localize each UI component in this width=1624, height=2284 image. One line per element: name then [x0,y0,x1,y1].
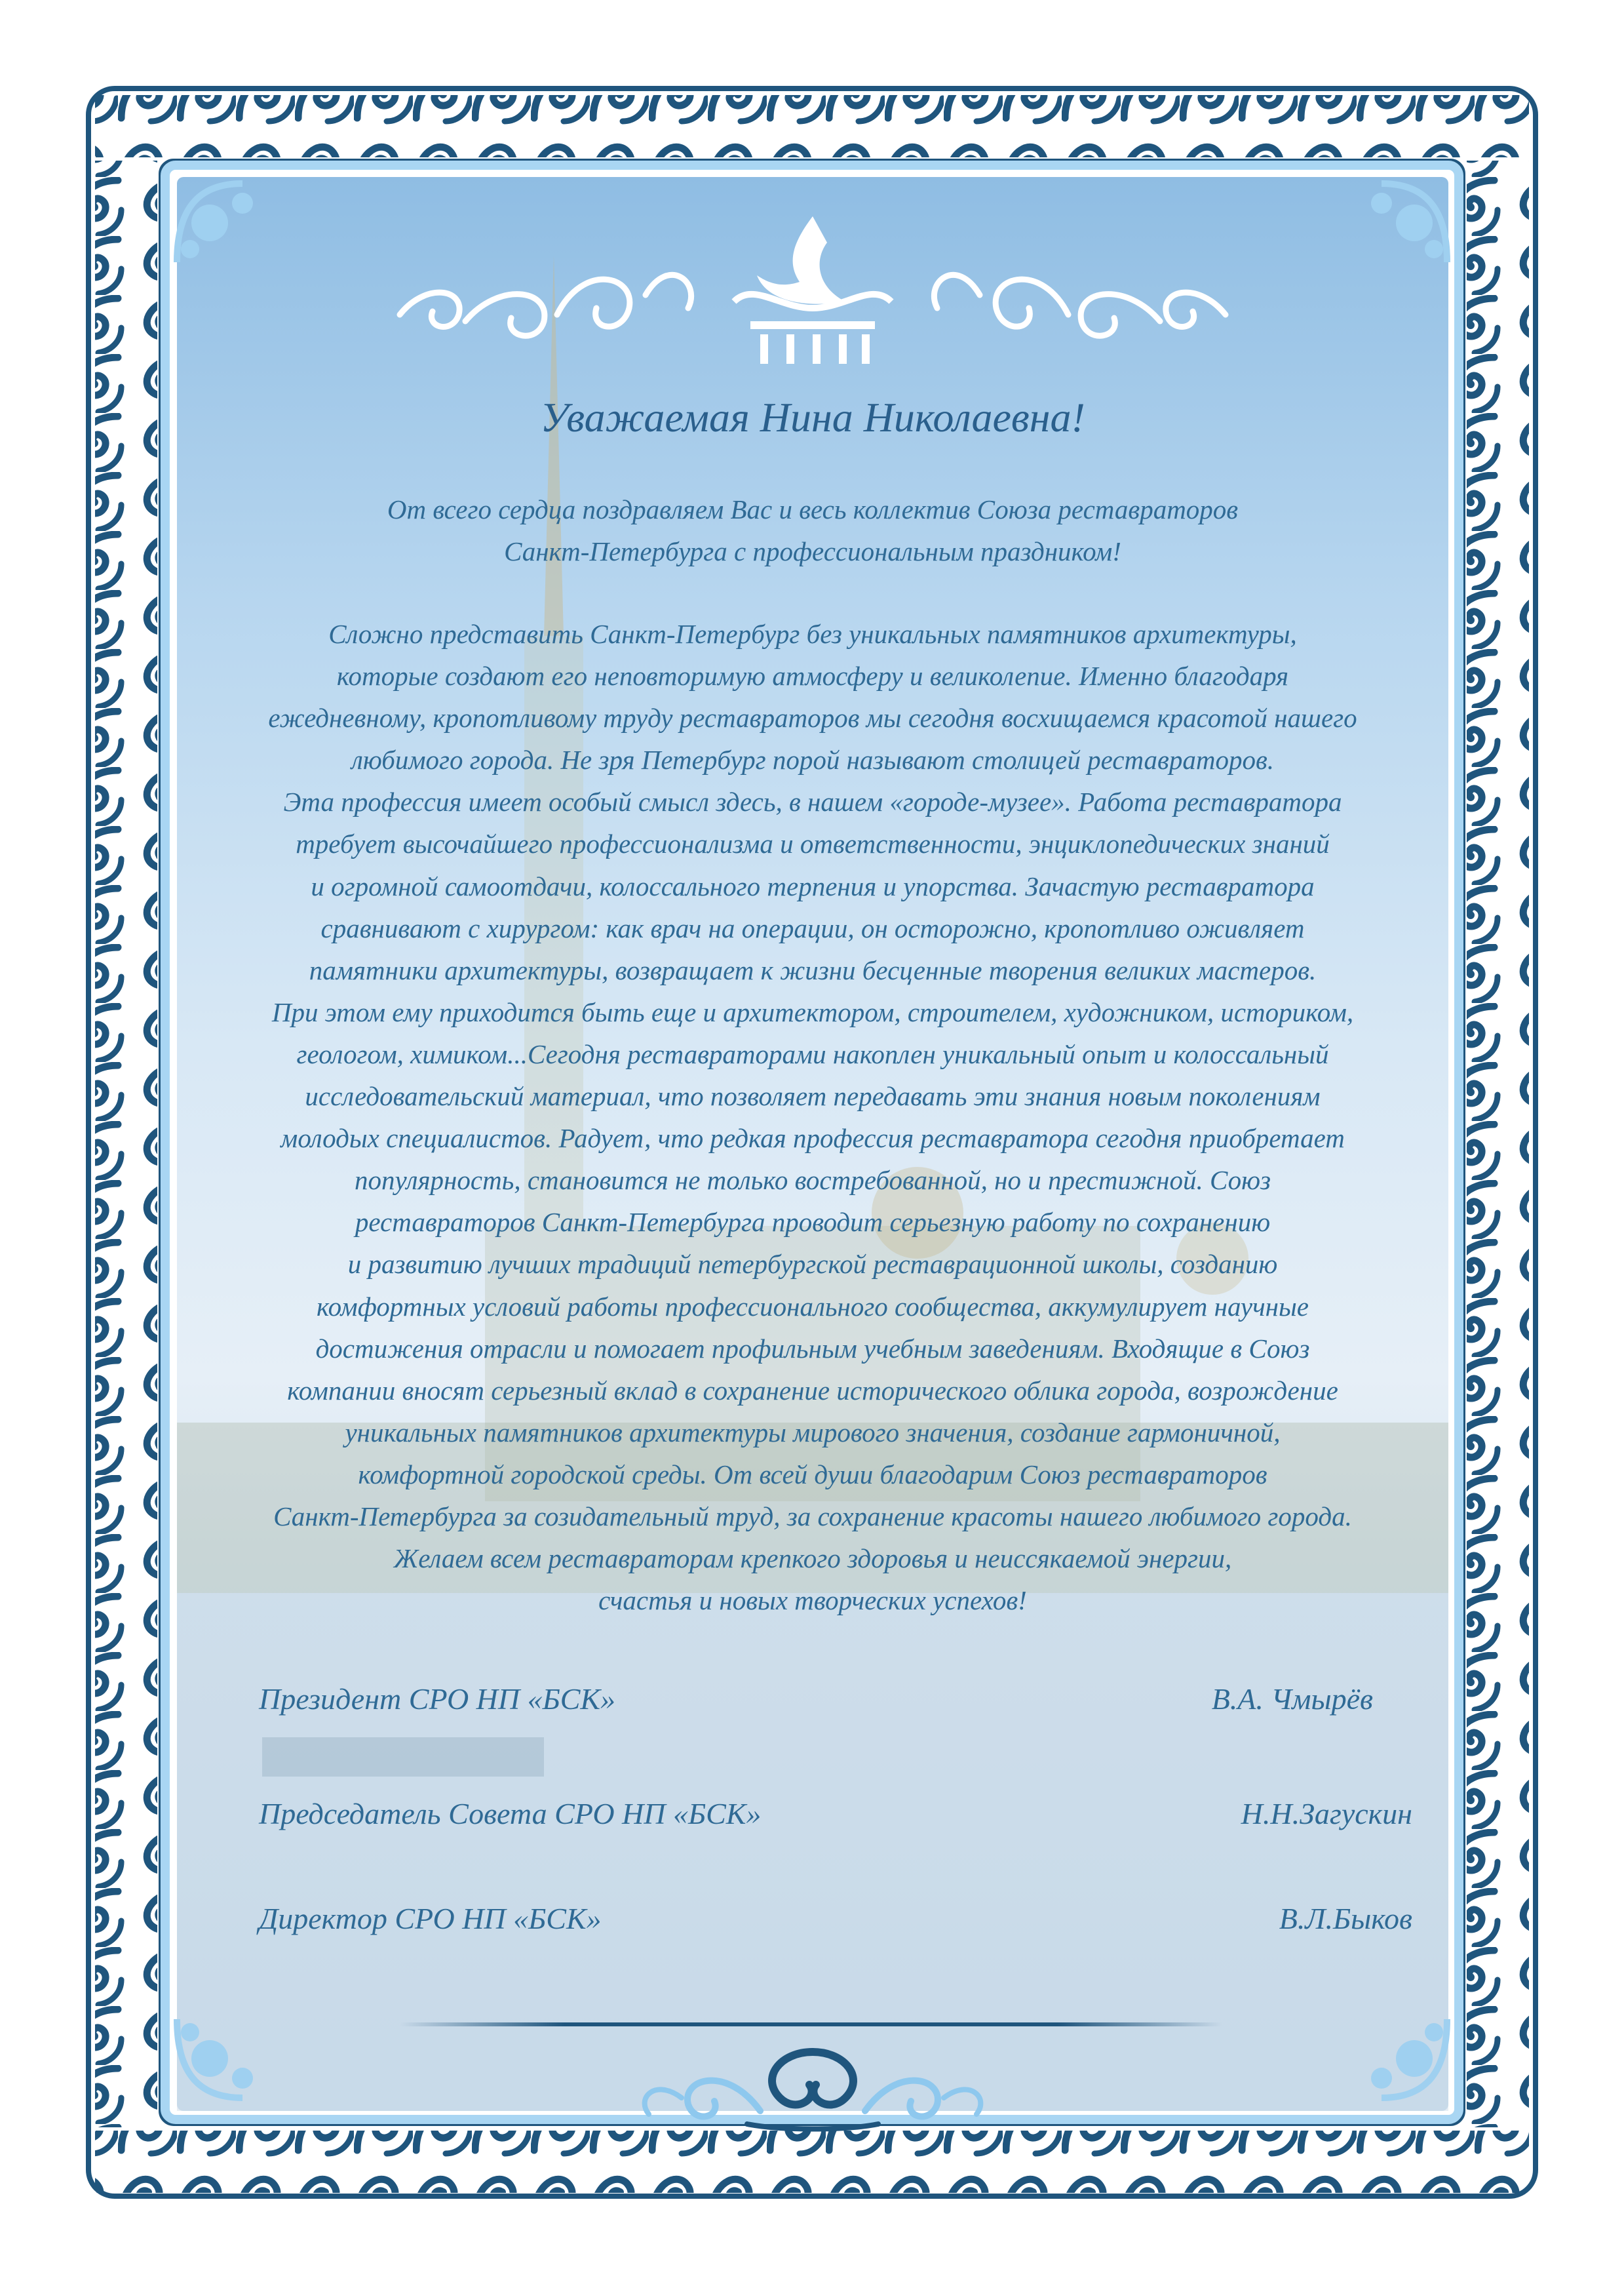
body-line: и развитию лучших традиций петербургской реставрационной школы, созданию [347,1249,1278,1280]
body-line: уникальных памятников архитектуры мирового значения, создание гармоничной, [345,1417,1281,1447]
body-line: комфортной городской среды. От всей души благодарим Союз реставраторов [358,1459,1267,1489]
signature-role: Президент СРО НП «БСК» [259,1682,615,1716]
top-emblem-ornament [387,203,1239,374]
signature-row-director [259,1901,1412,1940]
body-line: Сложно представить Санкт-Петербург без уникальных памятников архитектуры, [328,619,1297,649]
body-line: исследовательский материал, что позволяет передавать эти знания новым поколениям [305,1081,1321,1112]
intro-line: Санкт-Петербурга с профессиональным праздником! [504,536,1121,566]
intro-line: От всего сердца поздравляем Вас и весь коллектив Союза реставраторов [387,494,1239,524]
body-line: и огромной самоотдачи, колоссального терпения и упорства. Зачастую реставратора [311,871,1315,901]
signature-row-chairman [259,1796,1412,1836]
signature-row-president [259,1682,1412,1721]
body-line: которые создают его неповторимую атмосферу и великолепие. Именно благодаря [336,661,1289,692]
greeting-heading: Уважаемая Нина Николаевна! [540,394,1085,441]
corner-ornament-bottom-right [1349,2006,1460,2117]
body-line: Эта профессия имеет особый смысл здесь, в нашем «городе-музее». Работа реставратора [283,787,1342,817]
body-paragraph [184,613,1442,1621]
corner-ornament-top-right [1349,164,1460,275]
body-line: Желаем всем реставраторам крепкого здоровья и неиссякаемой энергии, [393,1543,1232,1574]
body-line: Санкт-Петербурга за созидательный труд, за сохранение красоты нашего любимого города. [273,1501,1352,1531]
body-line: достижения отрасли и помогает профильным учебным заведениям. Входящие в Союз [315,1333,1310,1364]
corner-ornament-bottom-left [164,2006,275,2117]
body-line: популярность, становится не только востребованной, но и престижной. Союз [355,1165,1271,1196]
body-line: ежедневному, кропотливому труду реставраторов мы сегодня восхищаемся красотой нашего [268,703,1357,734]
corner-ornament-top-left [164,164,275,275]
body-line: компании вносят серьезный вклад в сохранение исторического облика города, возрождение [287,1375,1338,1406]
bottom-divider-line [400,2022,1222,2026]
body-line: молодых специалистов. Радует, что редкая профессия реставратора сегодня приобретает [280,1123,1345,1154]
body-line: реставраторов Санкт-Петербурга проводит серьезную работу по сохранению [355,1207,1271,1238]
signature-name: В.Л.Быков [1279,1902,1412,1935]
signature-name: В.А. Чмырёв [1211,1682,1373,1716]
intro-paragraph [177,488,1448,572]
signature-role: Директор СРО НП «БСК» [259,1902,602,1935]
body-line: любимого города. Не зря Петербург порой называют столицей реставраторов. [351,745,1275,776]
body-line: сравнивают с хирургом: как врач на операции, он осторожно, кропотливо оживляет [320,913,1305,943]
body-line: требует высочайшего профессионализма и ответственности, энциклопедических знаний [296,829,1330,859]
bottom-scroll-ornament [629,2039,996,2137]
signature-name: Н.Н.Загускин [1241,1797,1412,1830]
body-line: памятники архитектуры, возвращает к жизни бесценные творения великих мастеров. [309,955,1317,985]
body-line: счастья и новых творческих успехов! [598,1585,1027,1616]
signature-role: Председатель Совета СРО НП «БСК» [259,1797,762,1830]
body-line: При этом ему приходится быть еще и архитектором, строителем, художником, историком, [271,996,1354,1027]
body-line: комфортных условий работы профессионального сообщества, аккумулирует научные [317,1291,1309,1322]
body-line: геологом, химиком...Сегодня реставраторами накоплен уникальный опыт и колоссальный [296,1038,1329,1069]
